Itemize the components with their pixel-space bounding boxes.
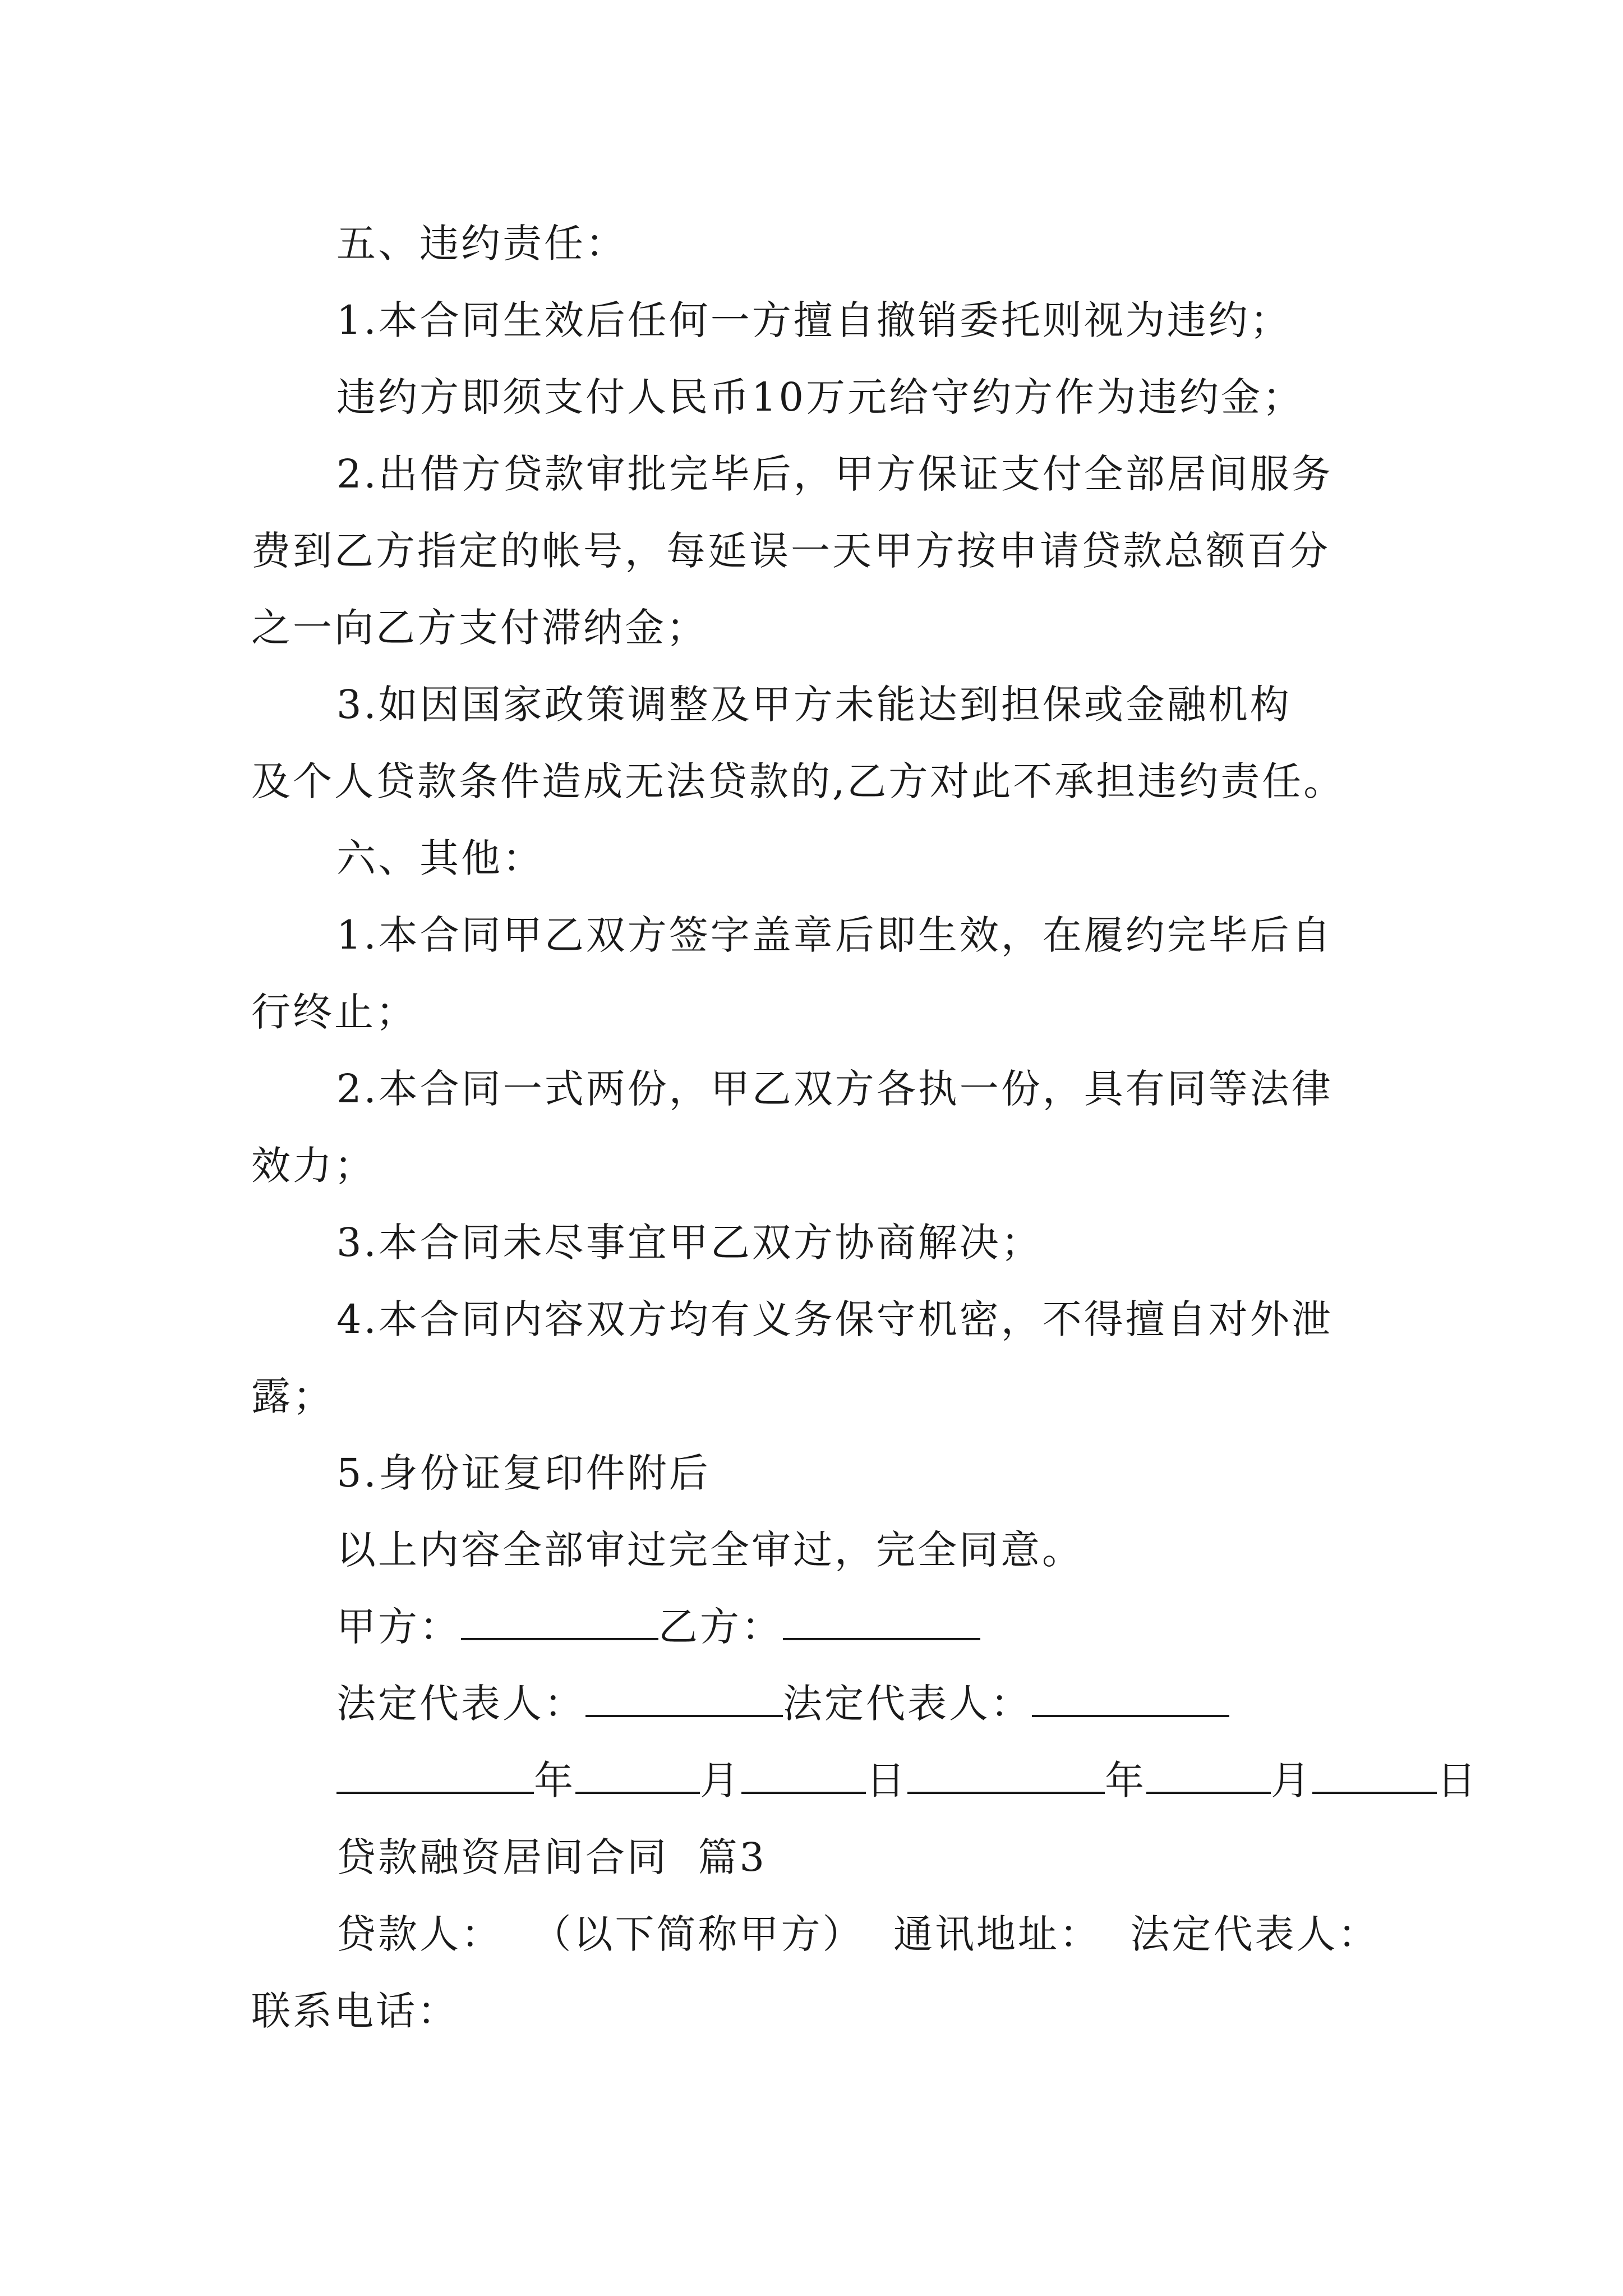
date-b-month: 月 (1271, 1757, 1312, 1803)
paragraph-line: 及个人贷款条件造成无法贷款的,乙方对此不承担违约责任。 (251, 758, 1345, 804)
rep-a-blank (585, 1671, 783, 1717)
date-b-day: 日 (1437, 1757, 1478, 1803)
paragraph-line: 3.本合同未尽事宜甲乙双方协商解决； (336, 1220, 1043, 1266)
date-b-month-blank (1146, 1748, 1271, 1794)
rep-b-label: 法定代表人： (783, 1681, 1032, 1727)
paragraph-line: 效力； (251, 1143, 376, 1189)
document-body (251, 205, 1478, 2050)
party-a-label: 甲方： (336, 1604, 461, 1650)
section-title: 贷款融资居间合同 篇3 (336, 1834, 767, 1880)
lender-line: 贷款人： （以下简称甲方） 通讯地址： 法定代表人： (336, 1911, 1380, 1957)
paragraph-line: 1.本合同甲乙双方签字盖章后即生效，在履约完毕后自 (336, 912, 1333, 958)
paragraph-line: 5.身份证复印件附后 (336, 1450, 711, 1496)
party-a-blank (461, 1594, 658, 1640)
date-b-year-blank (907, 1748, 1105, 1794)
signature-representatives-line (251, 1665, 1378, 1742)
date-a-month-blank (575, 1748, 700, 1794)
paragraph-line: 以上内容全部审过完全审过，完全同意。 (336, 1527, 1083, 1573)
paragraph-line: 4.本合同内容双方均有义务保守机密，不得擅自对外泄 (336, 1296, 1333, 1342)
party-b-label: 乙方： (658, 1604, 783, 1650)
date-a-day: 日 (866, 1757, 907, 1803)
contact-line: 联系电话： (251, 1988, 459, 2034)
rep-a-label: 法定代表人： (336, 1681, 585, 1727)
paragraph-line: 露； (251, 1373, 334, 1419)
section-heading-other: 六、其他： (336, 835, 544, 881)
paragraph-line: 之一向乙方支付滞纳金； (251, 605, 708, 651)
date-b-day-blank (1312, 1748, 1437, 1794)
signature-parties-line (251, 1589, 1378, 1665)
date-a-month: 月 (700, 1757, 741, 1803)
paragraph-line: 2.本合同一式两份，甲乙双方各执一份，具有同等法律 (336, 1066, 1333, 1112)
paragraph-line: 1.本合同生效后任何一方擅自撤销委托则视为违约； (336, 297, 1292, 343)
date-b-year: 年 (1105, 1757, 1146, 1803)
paragraph-line: 费到乙方指定的帐号，每延误一天甲方按申请贷款总额百分 (251, 528, 1330, 574)
paragraph-line: 2.出借方贷款审批完毕后，甲方保证支付全部居间服务 (336, 451, 1333, 497)
party-b-blank (783, 1594, 980, 1640)
paragraph-line: 行终止； (251, 989, 417, 1035)
signature-dates-line (251, 1742, 1478, 1819)
section-heading-breach: 五、违约责任： (336, 220, 627, 266)
paragraph-line: 3.如因国家政策调整及甲方未能达到担保或金融机构 (336, 682, 1292, 728)
date-a-day-blank (741, 1748, 866, 1794)
date-a-year: 年 (534, 1757, 575, 1803)
rep-b-blank (1032, 1671, 1229, 1717)
paragraph-line: 违约方即须支付人民币10万元给守约方作为违约金； (336, 374, 1304, 420)
date-a-year-blank (336, 1748, 534, 1794)
